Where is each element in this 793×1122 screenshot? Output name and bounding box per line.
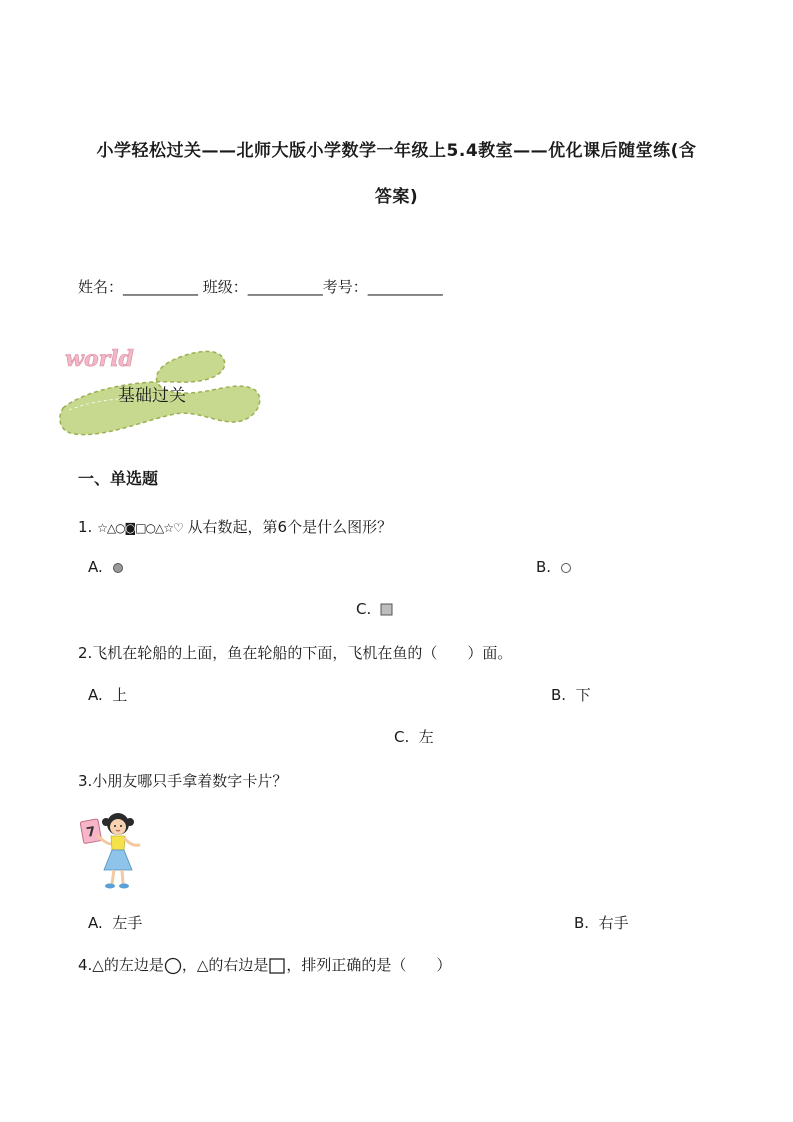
option-text: 下 bbox=[575, 686, 591, 704]
question-3-option-a[interactable] bbox=[88, 912, 142, 933]
option-label: C. bbox=[394, 728, 410, 746]
question-2-option-a[interactable] bbox=[88, 684, 127, 705]
question-1-option-c[interactable] bbox=[356, 600, 394, 618]
option-label: B. bbox=[574, 914, 590, 932]
question-1-option-b[interactable] bbox=[536, 558, 572, 576]
student-info-line: 姓名：__________ 班级：__________考号：__________ bbox=[78, 278, 443, 296]
circle-icon bbox=[164, 957, 182, 975]
question-1-number: 1. bbox=[78, 518, 93, 536]
option-label: B. bbox=[536, 558, 552, 576]
title-line-2: 答案) bbox=[374, 187, 419, 207]
square-icon bbox=[268, 957, 286, 975]
question-4-text-part2: ，△的右边是 bbox=[181, 956, 269, 974]
question-1-option-a[interactable] bbox=[88, 558, 124, 576]
gray-square-icon bbox=[376, 603, 394, 617]
question-4 bbox=[78, 954, 451, 975]
option-label: A. bbox=[88, 686, 103, 704]
section-title: 一、单选题 bbox=[78, 469, 159, 488]
option-text: 左 bbox=[418, 728, 434, 746]
option-label: C. bbox=[356, 600, 372, 618]
option-label: A. bbox=[88, 558, 103, 576]
question-2-option-c[interactable] bbox=[394, 726, 434, 747]
circle-icon bbox=[556, 562, 572, 574]
option-label: B. bbox=[551, 686, 567, 704]
girl-holding-card-illustration bbox=[76, 806, 142, 892]
question-1 bbox=[78, 516, 392, 537]
option-text: 上 bbox=[112, 686, 128, 704]
question-3-option-b[interactable] bbox=[574, 912, 629, 933]
question-1-text: 从右数起，第6个是什么图形？ bbox=[187, 518, 393, 536]
option-text: 左手 bbox=[112, 914, 143, 932]
title-line-1: 小学轻松过关——北师大版小学数学一年级上5.4教室——优化课后随堂练(含 bbox=[96, 141, 697, 161]
question-3: 3.小朋友哪只手拿着数字卡片？ bbox=[78, 772, 288, 790]
gray-circle-icon bbox=[108, 562, 124, 574]
option-text: 右手 bbox=[598, 914, 629, 932]
question-4-text-part3: ，排列正确的是（ ） bbox=[286, 956, 452, 974]
card-number: 7 bbox=[85, 824, 97, 841]
banner-title: 基础过关 bbox=[118, 386, 186, 406]
page-title bbox=[60, 128, 733, 220]
question-1-shape-sequence: ☆△○◙□○△☆♡ bbox=[97, 521, 183, 535]
question-2: 2.飞机在轮船的上面，鱼在轮船的下面，飞机在鱼的（ ）面。 bbox=[78, 644, 513, 662]
question-2-option-b[interactable] bbox=[551, 684, 591, 705]
question-4-text-part1: 4.△的左边是 bbox=[78, 956, 164, 974]
banner-word-text: world bbox=[65, 346, 134, 372]
option-label: A. bbox=[88, 914, 103, 932]
